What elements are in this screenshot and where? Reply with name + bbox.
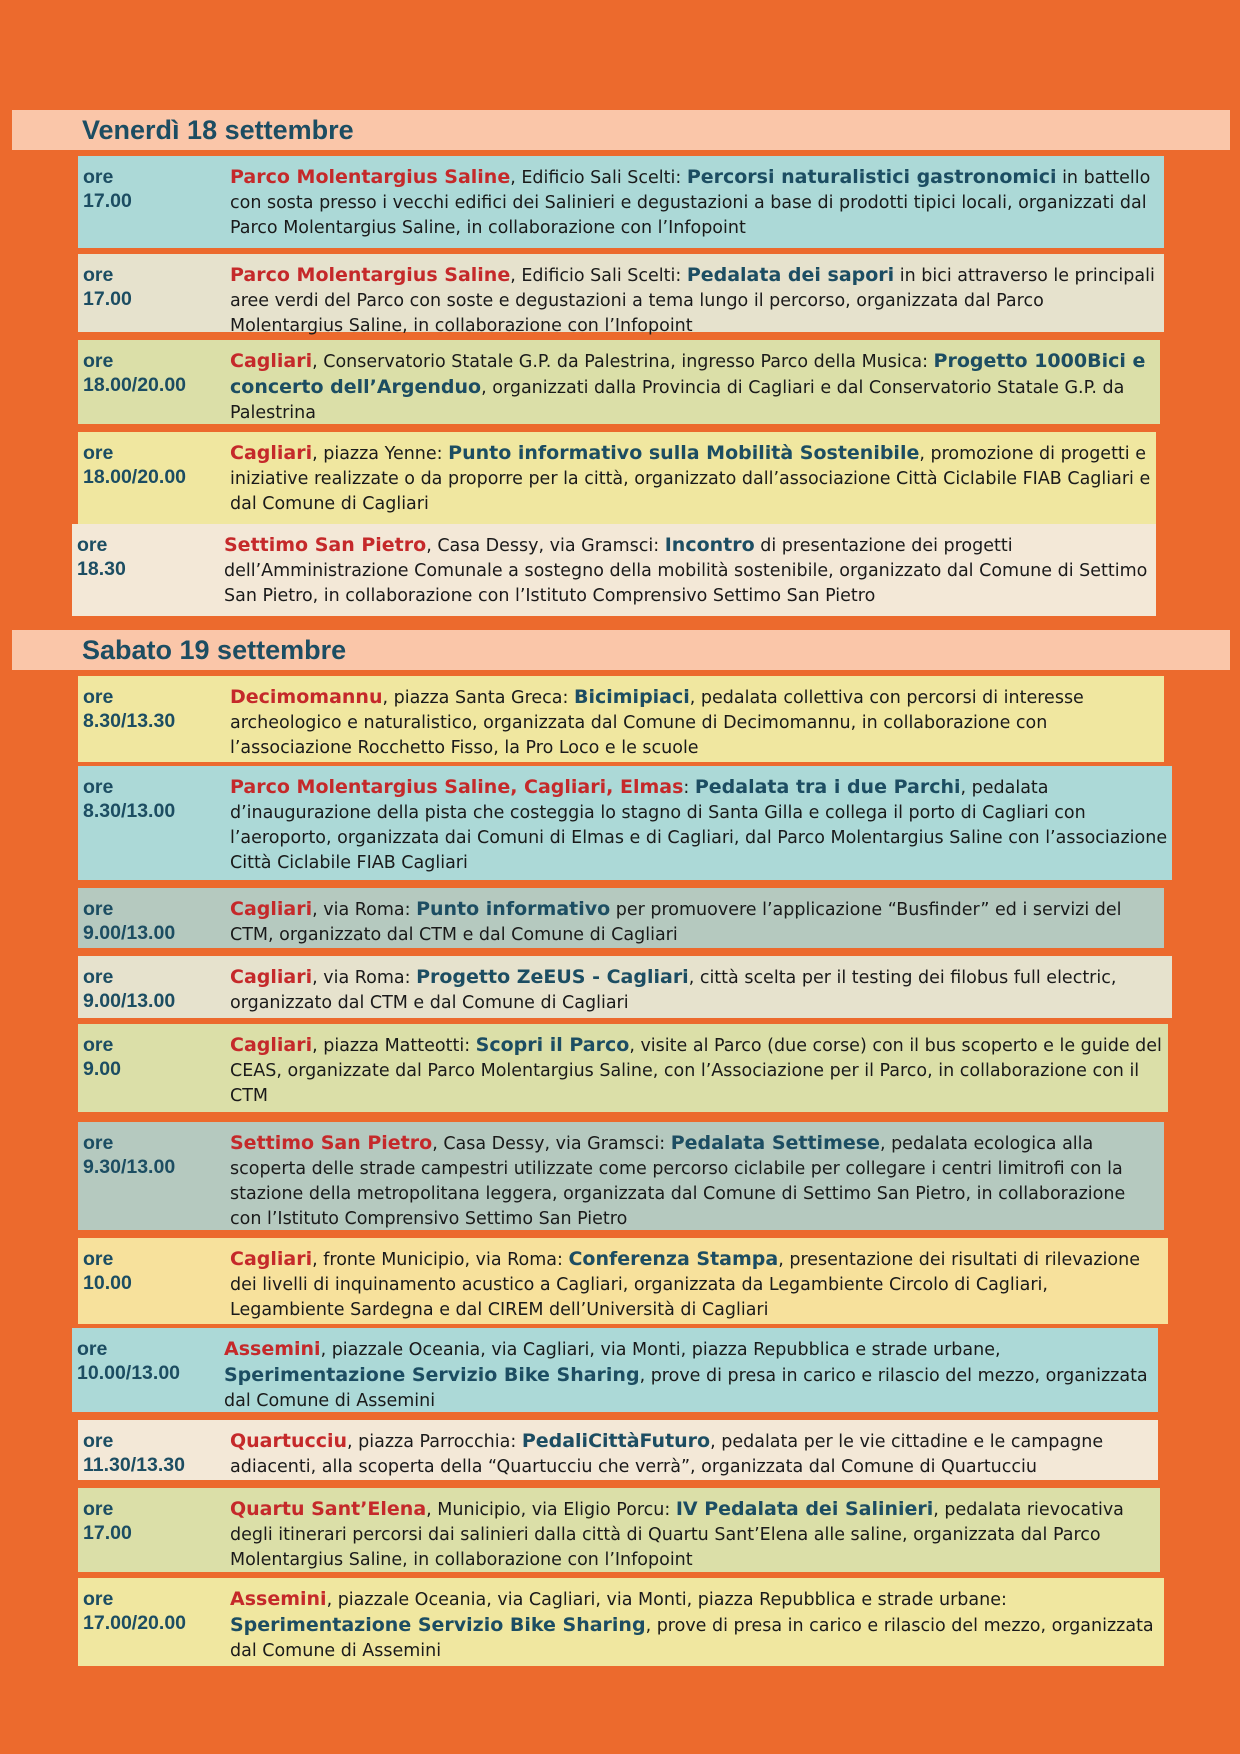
event-description: Cagliari, piazza Yenne: Punto informativo sulla Mobilità Sostenibile, promozione di progetti e iniziative realizzate o da proporre per la città, organizzato dall’associazione Città Ciclabile FIAB Cagliari e dal Comune di Cagliari [230,442,1151,514]
event-description: Parco Molentargius Saline, Cagliari, Elmas: Pedalata tra i due Parchi, pedalata d’inaugurazione della pista che costeggia lo stagno di Santa Gilla e collega il porto di Cagliari con l’aeroporto, organizzata dai Comuni di Elmas e di Cagliari, dal Parco Molentargius Saline con l’associazione Città Ciclabile FIAB Cagliari [230,776,1168,873]
event-time: ore 9.00 [83,1034,121,1080]
event-item [78,432,1156,524]
event-time: ore 9.30/13.00 [83,1132,176,1178]
day-title: Sabato 19 settembre [82,635,347,665]
event-time: ore 17.00 [83,166,132,212]
event-description: Cagliari, fronte Municipio, via Roma: Conferenza Stampa, presentazione dei risultati di rilevazione dei livelli di inquinamento acustico a Cagliari, organizzata da Legambiente Circolo di Cagliari, Legambiente Sardegna e dal CIREM dell’Università di Cagliari [230,1248,1140,1320]
event-description: Cagliari, via Roma: Progetto ZeEUS - Cagliari, città scelta per il testing dei filobus full electric, organizzato dal CTM e dal Comune di Cagliari [230,966,1117,1013]
event-description: Quartucciu, piazza Parrocchia: PedaliCittàFuturo, pedalata per le vie cittadine e le campagne adiacenti, alla scoperta della “Quartucciu che verrà”, organizzata dal Comune di Quartucciu [230,1430,1104,1477]
event-time: ore 8.30/13.30 [83,686,176,732]
event-description: Settimo San Pietro, Casa Dessy, via Gramsci: Pedalata Settimese, pedalata ecologica alla scoperta delle strade campestri utilizzate come percorso ciclabile per collegare i centri limitrofi con la stazione della metropolitana leggera, organizzata dal Comune di Settimo San Pietro, in collaborazione con l’Istituto Comprensivo Settimo San Pietro [230,1132,1126,1229]
event-time: ore 18.00/20.00 [83,350,187,396]
event-time: ore 9.00/13.00 [83,898,176,944]
event-item [78,1420,1158,1480]
event-time: ore 17.00 [83,264,132,310]
event-time: ore 8.30/13.00 [83,776,176,822]
event-item [78,1238,1168,1324]
day-header-saturday [12,630,1230,670]
event-time: ore 11.30/13.30 [83,1430,185,1476]
event-time: ore 9.00/13.00 [83,966,176,1012]
event-item [78,156,1164,248]
event-time: ore 10.00/13.00 [77,1338,181,1384]
event-description: Cagliari, Conservatorio Statale G.P. da Palestrina, ingresso Parco della Musica: Progetto 1000Bici e concerto dell’Argenduo, organizzati dalla Provincia di Cagliari e dal Conservatorio Statale G.P. da Palestrina [230,350,1146,423]
event-description: Assemini, piazzale Oceania, via Cagliari, via Monti, piazza Repubblica e strade urbane: Sperimentazione Servizio Bike Sharing, prove di presa in carico e rilascio del mezzo, organizzata dal Comune di Assemini [230,1588,1154,1661]
event-time: ore 18.30 [77,534,126,580]
event-description: Assemini, piazzale Oceania, via Cagliari, via Monti, piazza Repubblica e strade urbane, Sperimentazione Servizio Bike Sharing, prove di presa in carico e rilascio del mezzo, organizzata dal Comune di Assemini [224,1338,1148,1411]
event-description: Parco Molentargius Saline, Edificio Sali Scelti: Pedalata dei sapori in bici attraverso le principali aree verdi del Parco con soste e degustazioni a tema lungo il percorso, organizzata dal Parco Molentargius Saline, in collaborazione con l’Infopoint [230,264,1155,336]
event-item [78,1024,1168,1112]
event-item [78,254,1164,336]
day-header-friday [12,110,1230,150]
event-description: Parco Molentargius Saline, Edificio Sali Scelti: Percorsi naturalistici gastronomici in battello con sosta presso i vecchi edifici dei Salinieri e degustazioni a base di prodotti tipici locali, organizzati dal Parco Molentargius Saline, in collaborazione con l’Infopoint [230,166,1151,238]
event-time: ore 18.00/20.00 [83,442,187,488]
event-item [78,1122,1164,1230]
event-description: Decimomannu, piazza Santa Greca: Bicimipiaci, pedalata collettiva con percorsi di interesse archeologico e naturalistico, organizzata dal Comune di Decimomannu, in collaborazione con l’associazione Rocchetto Fisso, la Pro Loco e le scuole [230,686,1084,758]
event-item [78,888,1164,948]
event-item [72,1328,1158,1412]
event-item [72,524,1156,616]
event-item [78,956,1172,1018]
event-item [78,676,1164,762]
event-item [78,1488,1160,1572]
event-description: Cagliari, piazza Matteotti: Scopri il Parco, visite al Parco (due corse) con il bus scoperto e le guide del CEAS, organizzate dal Parco Molentargius Saline, con l’Associazione per il Parco, in collaborazione con il CTM [230,1034,1162,1106]
event-time: ore 10.00 [83,1248,132,1294]
event-time: ore 17.00 [83,1498,132,1544]
day-title: Venerdì 18 settembre [82,115,354,145]
event-item [78,1578,1164,1666]
event-description: Settimo San Pietro, Casa Dessy, via Gramsci: Incontro di presentazione dei progetti dell’Amministrazione Comunale a sostegno della mobilità sostenibile, organizzato dal Comune di Settimo San Pietro, in collaborazione con l’Istituto Comprensivo Settimo San Pietro [224,534,1148,606]
event-description: Quartu Sant’Elena, Municipio, via Eligio Porcu: IV Pedalata dei Salinieri, pedalata rievocativa degli itinerari percorsi dai salinieri dalla città di Quartu Sant’Elena alle saline, organizzata dal Parco Molentargius Saline, in collaborazione con l’Infopoint [230,1498,1124,1570]
event-time: ore 17.00/20.00 [83,1588,187,1634]
event-item [78,340,1160,424]
event-description: Cagliari, via Roma: Punto informativo per promuovere l’applicazione “Busfinder” ed i servizi del CTM, organizzato dal CTM e dal Comune di Cagliari [230,898,1122,945]
event-item [78,766,1172,880]
